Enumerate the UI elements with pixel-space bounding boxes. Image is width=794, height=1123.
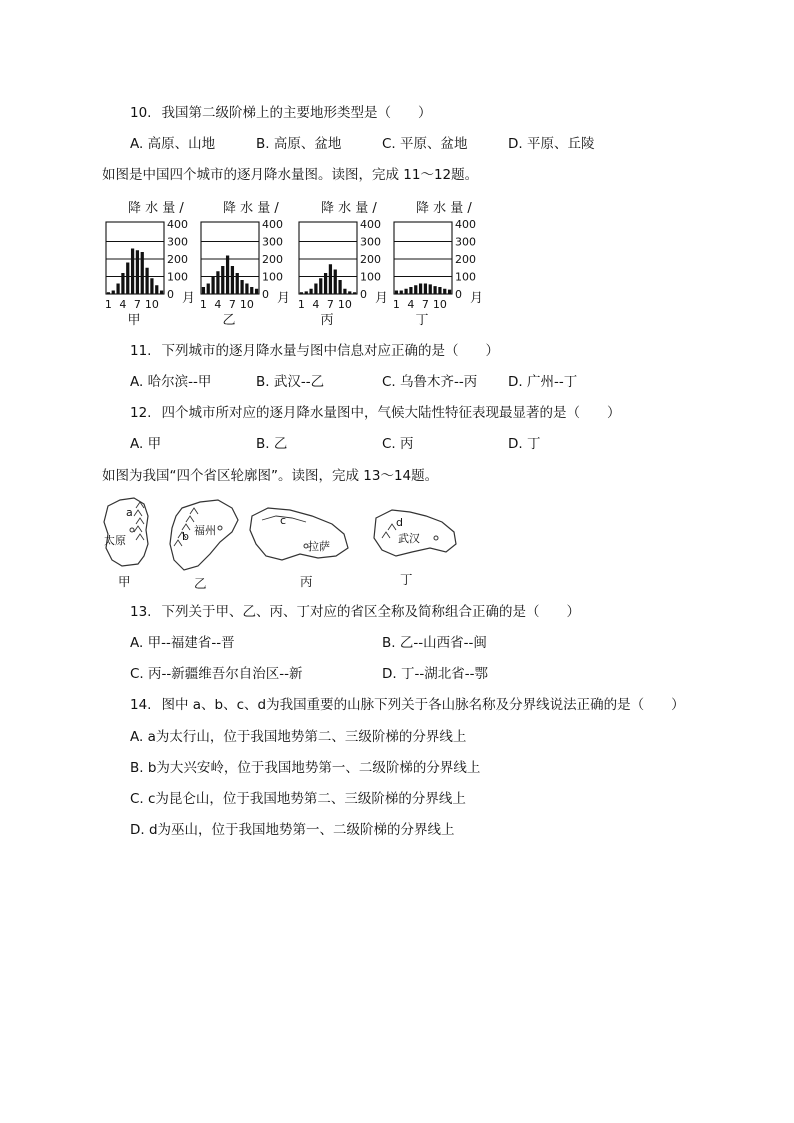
chart-3-xtick: 10: [432, 298, 447, 311]
question-10-stem: [130, 104, 431, 122]
q13-option-d[interactable]: D. 丁--湖北省--鄂: [382, 666, 488, 682]
map-jia-caption: 甲: [118, 574, 131, 589]
chart-1-bar: [211, 277, 214, 295]
chart-3-bar: [414, 285, 417, 294]
chart-2-xtick: 4: [312, 298, 320, 311]
chart-0-bar: [126, 263, 129, 295]
map-yi-city-dot: [218, 526, 222, 530]
question-11-stem: [130, 342, 499, 360]
q11-option-a[interactable]: A. 哈尔滨--甲: [130, 374, 212, 390]
chart-0-bar: [131, 249, 134, 295]
chart-0-bar: [150, 278, 153, 294]
chart-3-bar: [400, 291, 403, 295]
chart-2-bar: [348, 291, 351, 294]
intro-11-12: 如图是中国四个城市的逐月降水量图。读图，完成 11～12题。: [102, 167, 479, 183]
question-13-stem: [130, 603, 580, 621]
chart-1-ytick: 400: [262, 218, 283, 231]
chart-0-frame: [106, 222, 164, 294]
map-bing-caption: 丙: [300, 574, 313, 589]
chart-2-xtick: 10: [337, 298, 352, 311]
q11-option-c[interactable]: C. 乌鲁木齐--丙: [382, 374, 478, 390]
chart-0-xunit: 月: [182, 291, 196, 306]
question-number: 14.: [130, 697, 152, 713]
question-number: 12.: [130, 405, 152, 421]
map-yi-mountain-label: b: [182, 530, 189, 543]
chart-1-ytick: 100: [262, 270, 283, 284]
precipitation-charts-svg: [98, 196, 488, 328]
question-number: 13.: [130, 604, 152, 620]
chart-3-ytick: 200: [455, 253, 476, 266]
chart-1-bar: [236, 273, 239, 294]
chart-1-xtick: 10: [239, 298, 254, 311]
map-ding-city-dot: [434, 536, 438, 540]
chart-1-xunit: 月: [277, 291, 291, 306]
chart-2-bar: [305, 291, 308, 294]
chart-2-ytick: 400: [360, 218, 381, 231]
map-jia-city-dot: [130, 528, 134, 532]
chart-2-ytick: 200: [360, 253, 381, 266]
chart-0-xtick: 10: [144, 298, 159, 311]
chart-1-bar: [221, 266, 224, 294]
chart-0-bar: [145, 268, 148, 294]
precipitation-charts: [98, 196, 488, 328]
chart-1-bar: [226, 256, 229, 295]
q12-option-d[interactable]: D. 丁: [508, 436, 541, 452]
q11-option-b[interactable]: B. 武汉--乙: [256, 374, 325, 390]
chart-0-bar: [112, 291, 115, 295]
chart-3-frame: [394, 222, 452, 294]
chart-0-caption: 甲: [127, 313, 141, 328]
chart-2-bar: [300, 292, 303, 294]
question-text: 四个城市所对应的逐月降水量图中，气候大陆性特征表现最显著的是（ ）: [161, 405, 621, 421]
chart-2-bar: [338, 280, 341, 294]
chart-1-frame: [201, 222, 259, 294]
q13-option-c[interactable]: C. 丙--新疆维吾尔自治区--新: [130, 666, 303, 682]
chart-1-bar: [216, 271, 219, 294]
chart-2-bar: [343, 289, 346, 294]
chart-2-xtick: 7: [326, 298, 334, 311]
chart-3-bar: [443, 289, 446, 294]
chart-0-ylabel: 降 水 量 /: [128, 201, 184, 216]
chart-0-ytick: 100: [167, 270, 188, 284]
q13-option-a[interactable]: A. 甲--福建省--晋: [130, 635, 235, 651]
chart-3-ytick: 400: [455, 218, 476, 231]
chart-2-ylabel: 降 水 量 /: [321, 201, 377, 216]
q14-option-b[interactable]: B. b为大兴安岭，位于我国地势第一、二级阶梯的分界线上: [130, 760, 481, 776]
chart-2-bar: [334, 270, 337, 295]
chart-0-xtick: 7: [133, 298, 141, 311]
chart-3-caption: 丁: [415, 313, 429, 328]
chart-3-bar: [395, 291, 398, 295]
chart-1-bar: [231, 266, 234, 294]
chart-1-bar: [202, 287, 205, 294]
mountain-d-icon: [382, 524, 396, 538]
chart-1-bar: [240, 280, 243, 294]
chart-0-xtick: 1: [104, 298, 112, 311]
q12-option-c[interactable]: C. 丙: [382, 436, 414, 452]
chart-1-xtick: 7: [228, 298, 236, 311]
chart-2-bar: [324, 273, 327, 294]
chart-2-ytick: 300: [360, 235, 381, 249]
chart-2-xunit: 月: [375, 291, 389, 306]
map-bing-outline: [250, 508, 348, 560]
chart-0-bar: [141, 252, 144, 294]
question-text: 我国第二级阶梯上的主要地形类型是（ ）: [161, 105, 432, 121]
chart-3-xtick: 4: [407, 298, 415, 311]
q12-option-b[interactable]: B. 乙: [256, 436, 288, 452]
chart-2-ytick: 100: [360, 270, 381, 284]
chart-2-xtick: 1: [297, 298, 305, 311]
chart-2-bar: [353, 292, 356, 294]
chart-3-bar: [404, 289, 407, 294]
q10-option-a[interactable]: A. 高原、山地: [130, 136, 216, 152]
chart-0-bar: [155, 285, 158, 294]
chart-0-bar: [121, 273, 124, 294]
map-ding-caption: 丁: [400, 572, 413, 587]
map-bing-city-label: 拉萨: [308, 540, 330, 553]
q10-option-d[interactable]: D. 平原、丘陵: [508, 136, 595, 152]
map-yi-city-label: 福州: [194, 524, 216, 537]
chart-2-ytick: 0: [360, 288, 367, 301]
chart-2-frame: [299, 222, 357, 294]
chart-3-bar: [429, 284, 432, 294]
chart-3-ytick: 100: [455, 270, 476, 284]
chart-1-ytick: 200: [262, 253, 283, 266]
chart-0-ytick: 200: [167, 253, 188, 266]
chart-2-bar: [309, 289, 312, 294]
map-ding-city-label: 武汉: [398, 532, 420, 545]
question-number: 11.: [130, 343, 152, 359]
q11-option-d[interactable]: D. 广州--丁: [508, 374, 578, 390]
map-jia-mountain-label: a: [126, 506, 133, 519]
chart-2-bar: [329, 264, 332, 294]
chart-3-xtick: 7: [421, 298, 429, 311]
chart-3-xtick: 1: [392, 298, 400, 311]
map-ding-mountain-label: d: [396, 516, 403, 529]
chart-3-ylabel: 降 水 量 /: [416, 201, 472, 216]
chart-3-bar: [448, 290, 451, 294]
chart-1-xtick: 4: [214, 298, 222, 311]
question-text: 下列城市的逐月降水量与图中信息对应正确的是（ ）: [161, 343, 499, 359]
chart-3-xunit: 月: [470, 291, 484, 306]
chart-3-bar: [409, 287, 412, 294]
chart-3-ytick: 0: [455, 288, 462, 301]
mountain-a-icon: [134, 502, 144, 540]
q14-option-c[interactable]: C. c为昆仑山，位于我国地势第二、三级阶梯的分界线上: [130, 791, 466, 807]
chart-1-bar: [250, 287, 253, 294]
chart-2-caption: 丙: [320, 313, 334, 328]
chart-0-bar: [107, 292, 110, 294]
chart-3-ytick: 300: [455, 235, 476, 249]
chart-0-xtick: 4: [119, 298, 127, 311]
q13-option-b[interactable]: B. 乙--山西省--闽: [382, 635, 487, 651]
map-yi-caption: 乙: [194, 576, 207, 591]
intro-13-14: 如图为我国“四个省区轮廓图”。读图，完成 13～14题。: [102, 468, 439, 484]
chart-1-bar: [207, 284, 210, 295]
chart-1-xtick: 1: [199, 298, 207, 311]
question-text: 下列关于甲、乙、丙、丁对应的省区全称及简称组合正确的是（ ）: [161, 604, 580, 620]
chart-3-bar: [438, 287, 441, 294]
q14-option-d[interactable]: D. d为巫山，位于我国地势第一、二级阶梯的分界线上: [130, 822, 455, 838]
chart-0-ytick: 400: [167, 218, 188, 231]
question-number: 10.: [130, 105, 152, 121]
question-text: 图中 a、b、c、d为我国重要的山脉下列关于各山脉名称及分界线说法正确的是（ ）: [161, 697, 685, 713]
map-bing-mountain-label: c: [280, 514, 287, 527]
question-12-stem: [130, 404, 620, 422]
map-jia-city-label: 太原: [104, 534, 126, 547]
chart-1-ytick: 300: [262, 235, 283, 249]
q12-option-a[interactable]: A. 甲: [130, 436, 162, 452]
chart-3-bar: [424, 284, 427, 295]
chart-1-ylabel: 降 水 量 /: [223, 201, 279, 216]
chart-2-bar: [314, 284, 317, 295]
q10-option-c[interactable]: C. 平原、盆地: [382, 136, 468, 152]
chart-1-bar: [255, 289, 258, 294]
chart-0-ytick: 300: [167, 235, 188, 249]
question-14-stem: [130, 696, 685, 714]
chart-0-bar: [160, 291, 163, 295]
chart-0-bar: [116, 284, 119, 295]
chart-0-ytick: 0: [167, 288, 174, 301]
chart-0-bar: [136, 250, 139, 294]
province-maps: [100, 494, 470, 592]
chart-2-bar: [319, 278, 322, 294]
q14-option-a[interactable]: A. a为太行山，位于我国地势第二、三级阶梯的分界线上: [130, 729, 467, 745]
chart-3-bar: [419, 284, 422, 295]
chart-1-caption: 乙: [222, 313, 236, 328]
q10-option-b[interactable]: B. 高原、盆地: [256, 136, 342, 152]
chart-1-bar: [245, 284, 248, 295]
chart-1-ytick: 0: [262, 288, 269, 301]
chart-3-bar: [433, 286, 436, 294]
